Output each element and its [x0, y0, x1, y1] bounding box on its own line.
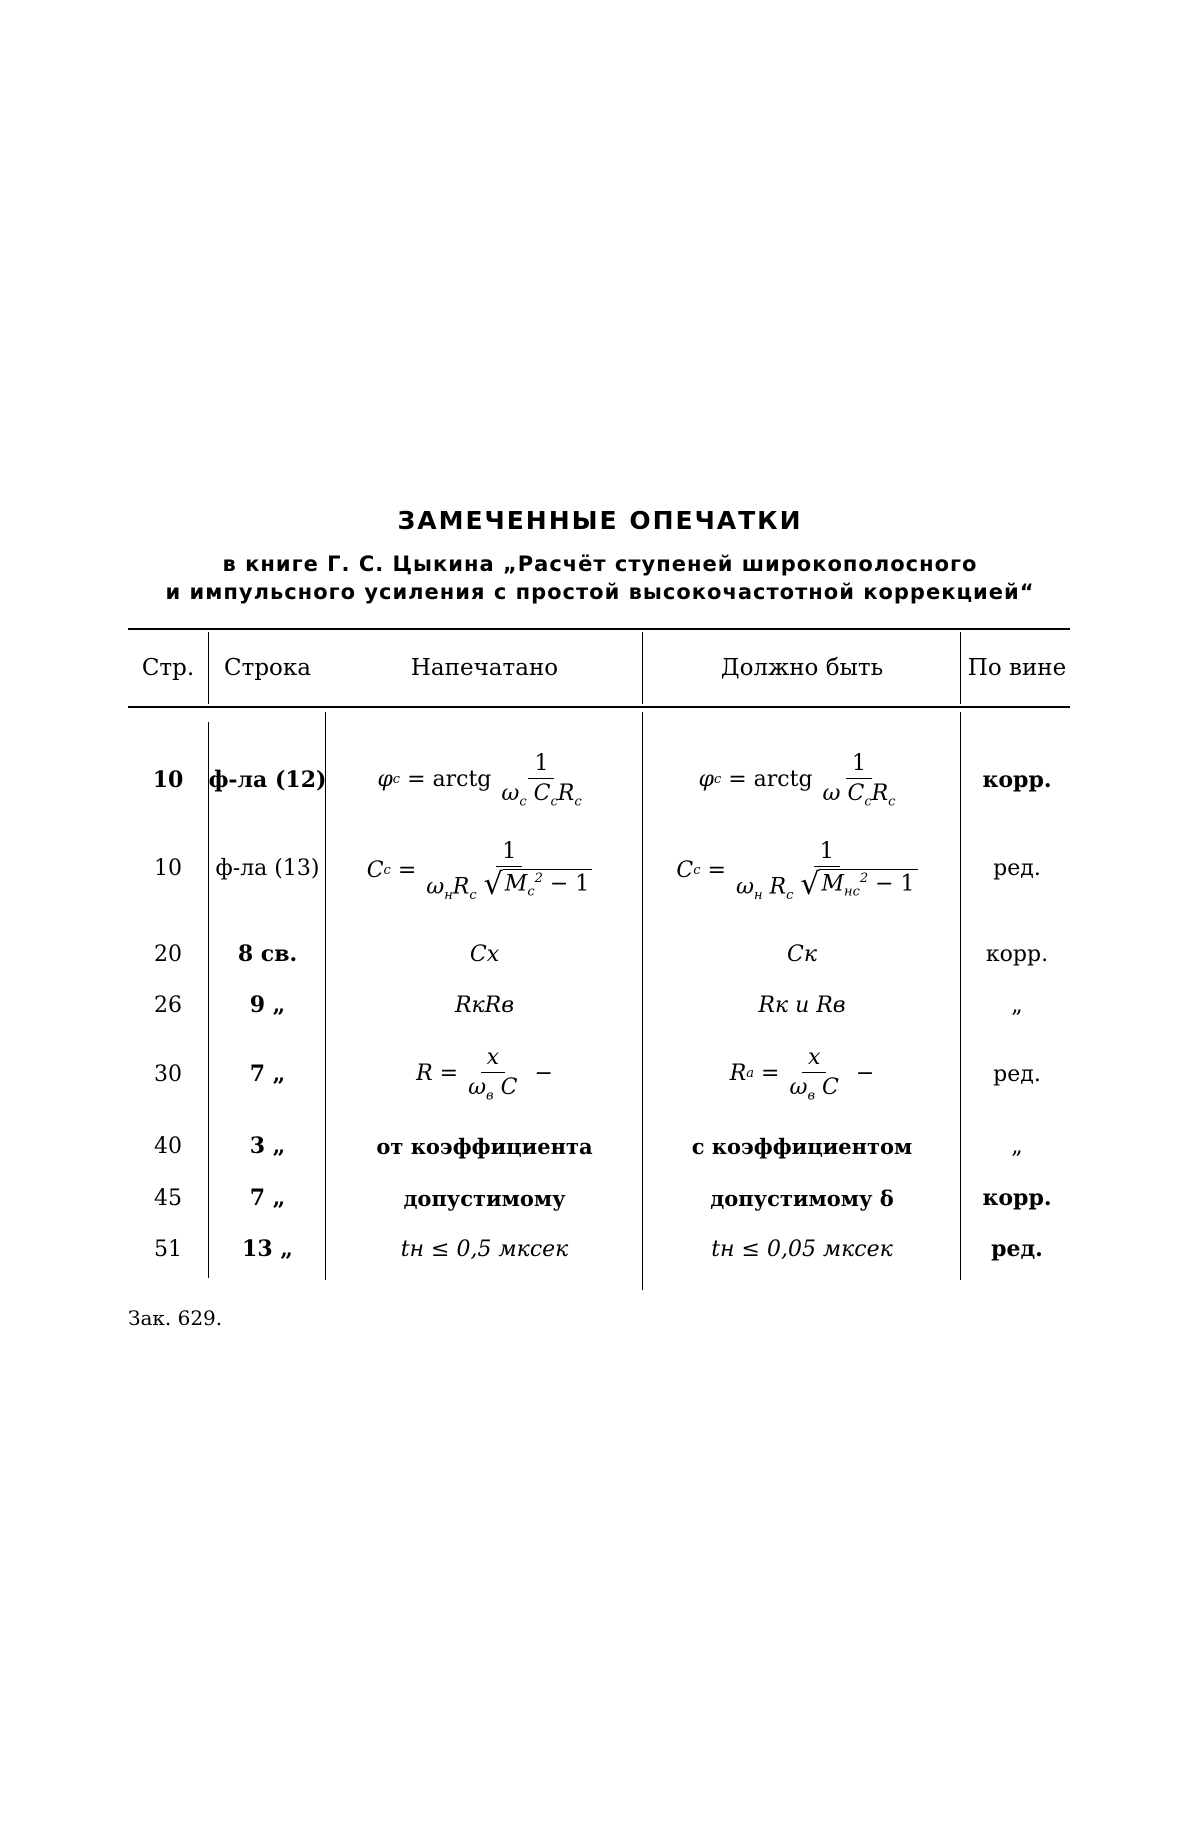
errata-title: ЗАМЕЧЕННЫЕ ОПЕЧАТКИ: [397, 506, 803, 535]
row-page: 40: [154, 1133, 182, 1159]
errata-subtitle-line-1: в книге Г. С. Цыкина „Расчёт ступеней широкополосного: [222, 552, 978, 576]
printed-formula-r: R = $\frac{x}{\omega_в C}$ −: [416, 1044, 553, 1104]
errata-subtitle-line-2: и импульсного усиления с простой высокочастотной коррекцией“: [165, 580, 1035, 604]
row-page: 10: [152, 767, 184, 793]
column-divider: [325, 712, 326, 1280]
row-correct: с коэффициентом: [691, 1133, 913, 1159]
row-page: 45: [154, 1185, 182, 1211]
row-line: 3 „: [249, 1133, 286, 1159]
header-line: Строка: [224, 655, 311, 681]
row-page: 30: [154, 1061, 182, 1087]
row-correct: Cк: [787, 941, 817, 967]
header-correct: Должно быть: [720, 655, 884, 681]
column-divider: [208, 722, 209, 1278]
row-fault: корр.: [982, 767, 1052, 793]
table-top-rule: [128, 628, 1070, 630]
row-correct: Rк и Rв: [758, 992, 846, 1018]
header-fault: По вине: [967, 655, 1067, 681]
row-printed: допустимому: [403, 1185, 566, 1211]
order-number: Зак. 629.: [128, 1306, 223, 1330]
row-printed: от коэффициента: [376, 1133, 593, 1159]
row-page: 10: [154, 855, 182, 881]
row-line: ф-ла (13): [215, 855, 320, 881]
row-printed: tн ≤ 0,5 мксек: [400, 1236, 569, 1262]
table-header-rule: [128, 706, 1070, 708]
row-line: 7 „: [249, 1185, 286, 1211]
header-printed: Напечатано: [410, 655, 559, 681]
printed-formula-13: C c = 1 $\omega_нR_c$ √ $M_c^2 - 1$: [327, 826, 642, 916]
header-page: Стр.: [141, 655, 195, 681]
column-divider: [960, 712, 961, 1280]
column-divider: [642, 632, 643, 704]
row-line: 7 „: [249, 1061, 286, 1087]
column-divider: [960, 632, 961, 704]
row-fault: ред.: [993, 855, 1041, 881]
row-page: 26: [154, 992, 182, 1018]
row-line: 9 „: [249, 992, 286, 1018]
row-fault: корр.: [985, 941, 1049, 967]
printed-formula-12: φ c = arctg $\frac{1}{\omega_c C_cR_c}$: [377, 750, 582, 810]
row-line: 8 св.: [237, 941, 298, 967]
correct-formula-13: C c = 1 $\omega_н$ $R_c$ √ $M_{нc}^2 - 1$: [644, 826, 960, 916]
correct-formula-r: R a = $\frac{x}{\omega_в C}$ −: [729, 1044, 875, 1104]
row-fault: ред.: [993, 1061, 1041, 1087]
row-printed: Cx: [469, 941, 500, 967]
row-printed: RкRв: [454, 992, 515, 1018]
row-correct: tн ≤ 0,05 мксек: [711, 1236, 893, 1262]
row-fault: „: [1011, 1133, 1023, 1159]
column-divider: [208, 632, 209, 704]
row-fault: ред.: [991, 1236, 1043, 1262]
row-page: 51: [154, 1236, 182, 1262]
row-fault: „: [1011, 992, 1023, 1018]
row-correct: допустимому δ: [710, 1185, 894, 1211]
correct-formula-12: φ c = arctg $\frac{1}{\omega C_cR_c}$: [698, 750, 896, 810]
row-line: 13 „: [242, 1236, 293, 1262]
row-line: ф-ла (12): [208, 767, 327, 793]
column-divider: [642, 712, 643, 1290]
row-fault: корр.: [982, 1185, 1052, 1211]
row-page: 20: [154, 941, 182, 967]
